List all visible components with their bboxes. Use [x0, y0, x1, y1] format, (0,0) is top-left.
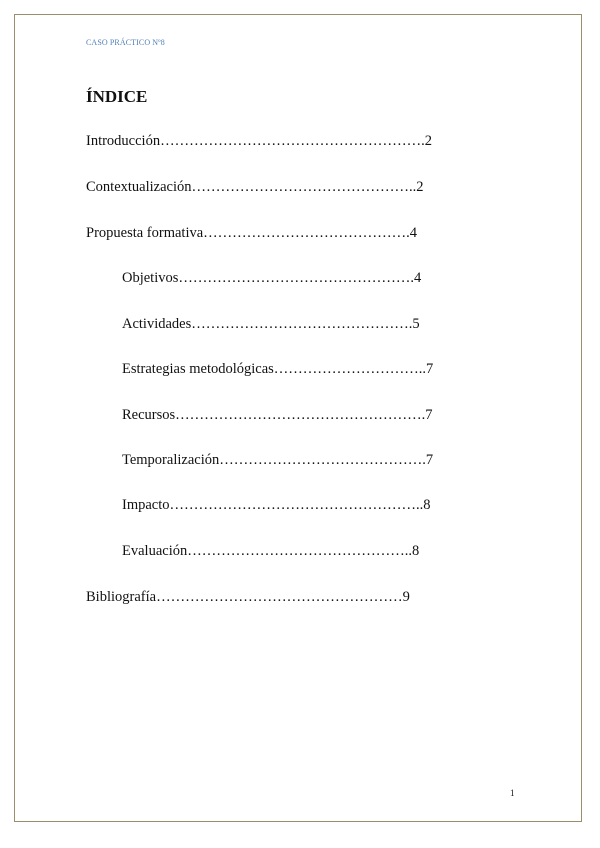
page-header: CASO PRÁCTICO Nº8	[86, 38, 165, 47]
toc-entry-introduccion: Introducción……………………………………………….2	[86, 133, 432, 149]
toc-entry-propuesta-formativa: Propuesta formativa…………………………………….4	[86, 225, 418, 241]
toc-entry-estrategias-metodologicas: Estrategias metodológicas…………………………..7	[122, 361, 434, 377]
page-title: ÍNDICE	[86, 87, 148, 106]
toc-entry-impacto: Impacto……………………………………………..8	[122, 497, 431, 513]
toc-entry-temporalizacion: Temporalización…………………………………….7	[122, 452, 434, 468]
toc-entry-objetivos: Objetivos………………………………………….4	[122, 270, 422, 286]
toc-entry-contextualizacion: Contextualización………………………………………..2	[86, 179, 424, 195]
toc-entry-bibliografia: Bibliografía……………………………………………9	[86, 589, 410, 605]
toc-entry-actividades: Actividades……………………………………….5	[122, 316, 420, 332]
page-number: 1	[510, 788, 515, 798]
toc-entry-recursos: Recursos…………………………………………….7	[122, 407, 433, 423]
toc-entry-evaluacion: Evaluación………………………………………..8	[122, 543, 420, 559]
